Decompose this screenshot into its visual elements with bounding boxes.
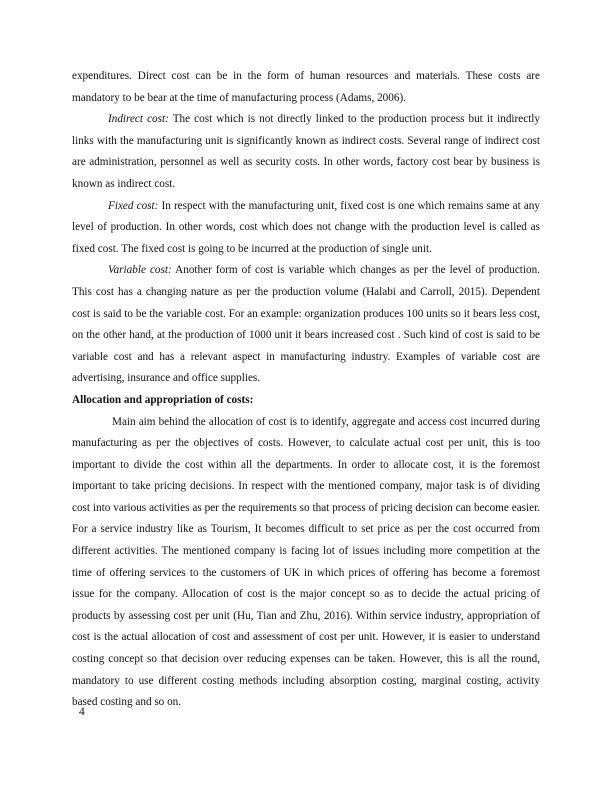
fixed-cost-text: In respect with the manufacturing unit, fixed cost is one which remains same at any level of production. In other words, cost which does not change with the production level is called as fixed cost. The fixed cost is going to be incurred at the production of single unit. bbox=[72, 199, 540, 255]
section-heading-allocation: Allocation and appropriation of costs: bbox=[72, 393, 254, 406]
paragraph-fixed-cost bbox=[72, 196, 540, 261]
paragraph-variable-cost bbox=[72, 260, 540, 390]
paragraph-direct-cost-continued: expenditures. Direct cost can be in the form of human resources and materials. These costs are mandatory to be bear at the time of manufacturing process (Adams, 2006). bbox=[72, 70, 540, 104]
term-variable-cost: Variable cost: bbox=[108, 264, 172, 277]
document-body bbox=[72, 66, 540, 714]
paragraph-allocation: Main aim behind the allocation of cost is to identify, aggregate and access cost incurred during manufacturing as per the objectives of costs. However, to calculate actual cost per unit, this is too important to divide the cost within all the departments. In order to allocate cost, it is the foremost important to take pricing decisions. In respect with the mentioned company, major task is of dividing cost into various activities as per the requirements so that process of pricing decision can become easier. For a service industry like as Tourism, It becomes difficult to set price as per the cost occurred from different activities. The mentioned company is facing lot of issues including more competition at the time of offering services to the customers of UK in which prices of offering has become a foremost issue for the company. Allocation of cost is the major concept so as to decide the actual pricing of products by assessing cost per unit (Hu, Tian and Zhu, 2016). Within service industry, appropriation of cost is the actual allocation of cost and assessment of cost per unit. However, it is easier to understand costing concept so that decision over reducing expenses can be taken. However, this is all the round, mandatory to use different costing methods including absorption costing, marginal costing, activity based costing and so on. bbox=[72, 415, 540, 709]
paragraph-indirect-cost bbox=[72, 109, 540, 195]
term-indirect-cost: Indirect cost: bbox=[108, 113, 169, 126]
page-number: 4 bbox=[79, 706, 85, 718]
variable-cost-text: Another form of cost is variable which changes as per the level of production. This cost has a changing nature as per the production volume (Halabi and Carroll, 2015). Dependent cost is said to be the variable cost. For an example: organization produces 100 units so it bears less cost, on the other hand, at the production of 1000 unit it bears increased cost . Such kind of cost is said to be variable cost and has a relevant aspect in manufacturing industry. Examples of variable cost are advertising, insurance and office supplies. bbox=[72, 264, 541, 385]
term-fixed-cost: Fixed cost: bbox=[108, 199, 159, 212]
indirect-cost-text: The cost which is not directly linked to the production process but it indirectly links with the manufacturing unit is significantly known as indirect costs. Several range of indirect cost are administration, personnel as well as security costs. In other words, factory cost bear by business is known as indirect cost. bbox=[72, 113, 541, 190]
